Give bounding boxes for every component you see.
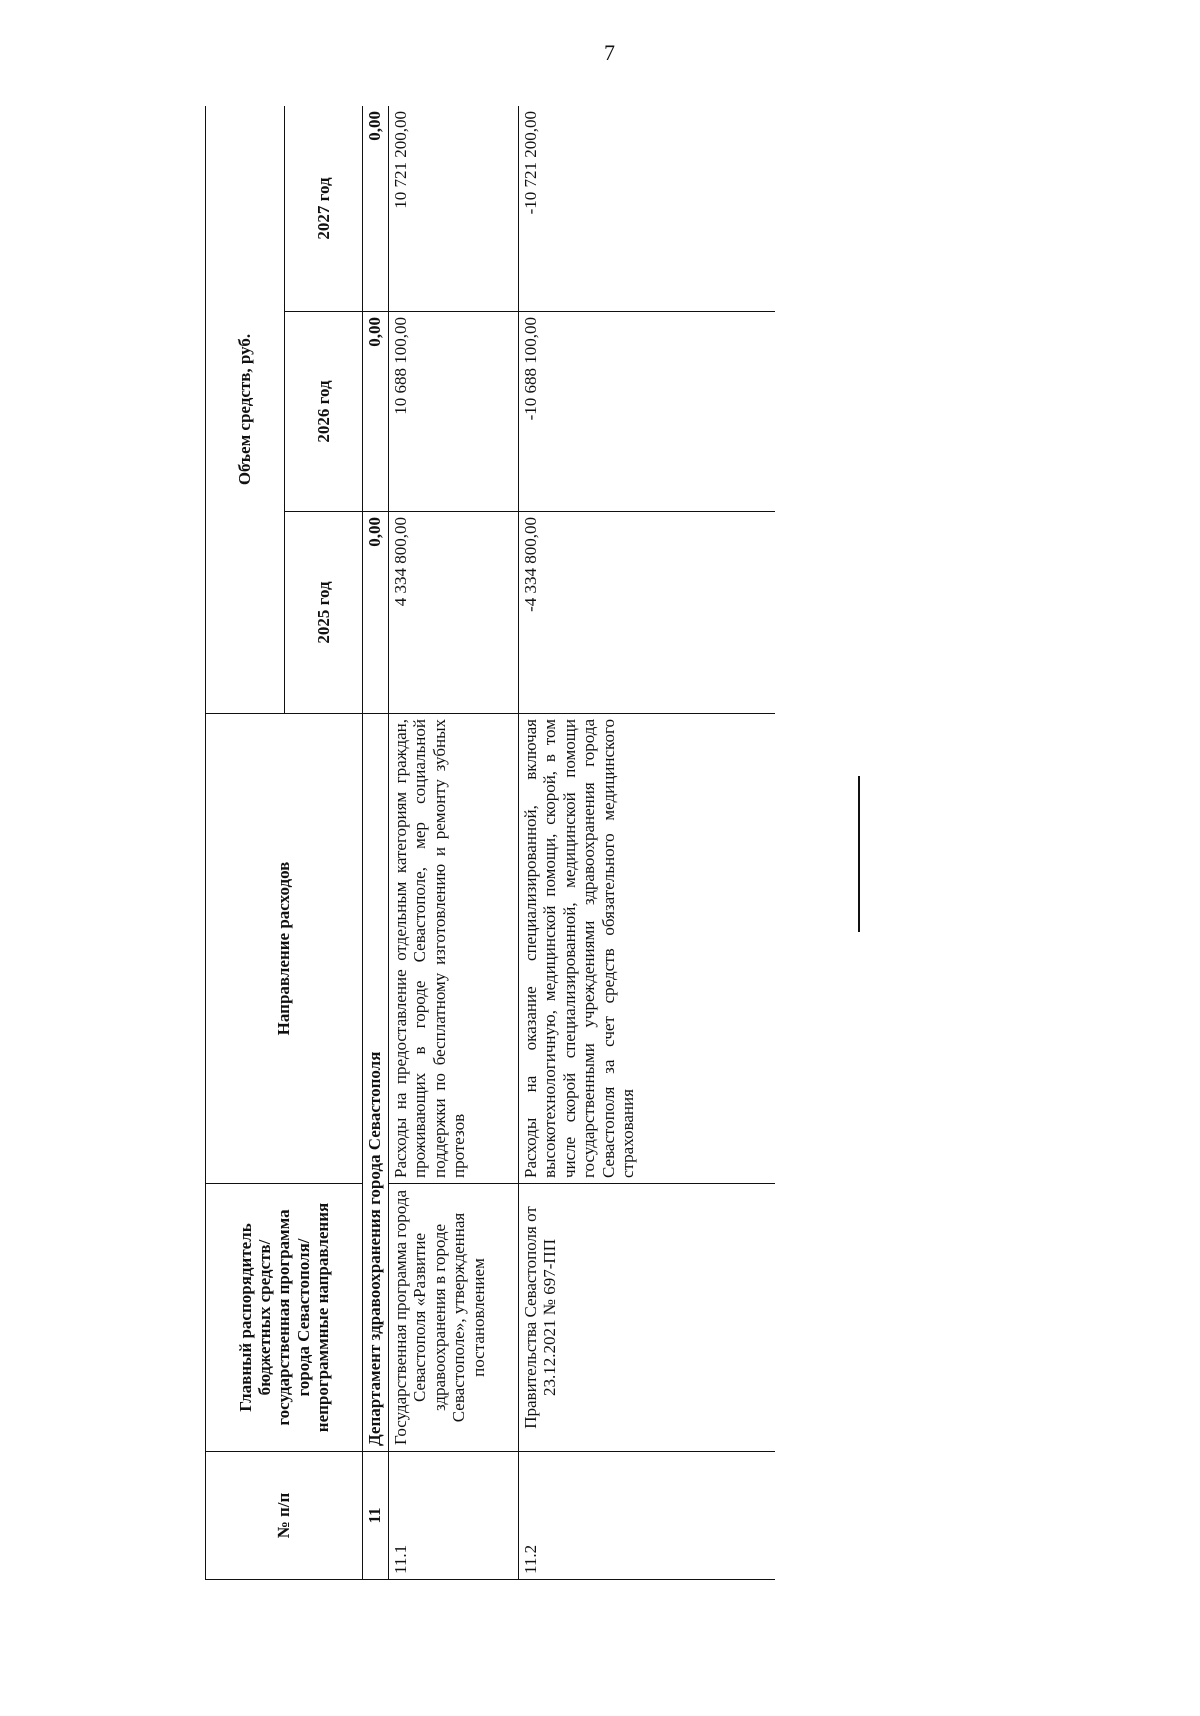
separator-line: [858, 776, 860, 932]
row-value-2025: 0,00: [363, 512, 389, 714]
header-num: № п/п: [206, 1452, 363, 1580]
row-value-2026: -10 688 100,00: [519, 312, 776, 512]
page-number: 7: [604, 40, 615, 65]
table-row: [519, 106, 776, 1580]
header-2027: 2027 год: [284, 106, 363, 312]
row-value-2026: 0,00: [363, 312, 389, 512]
header-direction: Направление расходов: [206, 714, 363, 1184]
row-org: Департамент здравоохранения города Севастополя: [363, 714, 389, 1452]
row-direction: Расходы на предоставление отдельным категориям граждан, проживающих в городе Севастополе, мер социальной поддержки по бесплатному изготовлению и ремонту зубных протезов: [389, 714, 519, 1184]
row-value-2027: 0,00: [363, 106, 389, 312]
row-org: Государственная программа города Севастополя «Развитие здравоохранения в городе Севастополе», утвержденная постановлением: [389, 1184, 519, 1452]
header-volume: Объем средств, руб.: [206, 106, 285, 714]
table-row: [389, 106, 519, 1580]
row-value-2025: -4 334 800,00: [519, 512, 776, 714]
budget-table: [205, 106, 775, 1580]
header-org: Главный распорядитель бюджетных средств/государственная программа города Севастополя/непрограммные направления: [206, 1184, 363, 1452]
row-num: 11.2: [519, 1452, 776, 1580]
row-value-2027: 10 721 200,00: [389, 106, 519, 312]
row-value-2027: -10 721 200,00: [519, 106, 776, 312]
row-value-2026: 10 688 100,00: [389, 312, 519, 512]
header-row-top: [206, 106, 285, 1580]
row-num: 11: [363, 1452, 389, 1580]
budget-table-container: [205, 106, 775, 1580]
table-row: [363, 106, 389, 1580]
header-2026: 2026 год: [284, 312, 363, 512]
row-value-2025: 4 334 800,00: [389, 512, 519, 714]
row-num: 11.1: [389, 1452, 519, 1580]
budget-table-rotated: [205, 106, 775, 1580]
header-2025: 2025 год: [284, 512, 363, 714]
row-org: Правительства Севастополя от 23.12.2021 № 697-ПП: [519, 1184, 776, 1452]
row-direction: Расходы на оказание специализированной, включая высокотехнологичную, медицинской помощи, скорой, в том числе скорой специализированной, медицинской помощи государственными учреждениями здравоохранения города Севастополя за счет средств обязательного медицинского страхования: [519, 714, 776, 1184]
